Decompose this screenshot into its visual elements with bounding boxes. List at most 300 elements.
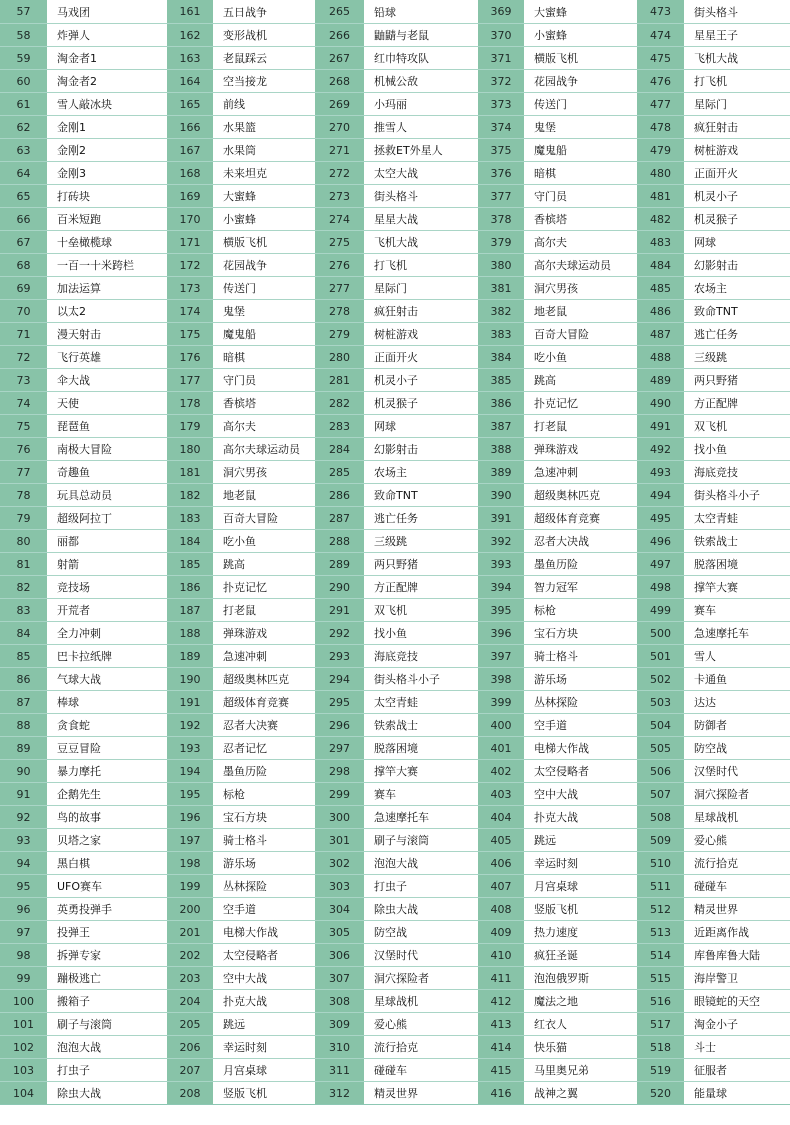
game-number: 402	[478, 760, 524, 782]
table-row	[315, 805, 478, 828]
table-row	[167, 575, 315, 598]
table-row	[315, 621, 478, 644]
table-row	[478, 943, 637, 966]
game-name: 弹珠游戏	[524, 438, 637, 460]
table-row	[637, 391, 790, 414]
table-row	[315, 483, 478, 506]
game-number: 486	[637, 300, 684, 322]
table-row	[0, 253, 167, 276]
game-number: 307	[315, 967, 364, 989]
game-number: 490	[637, 392, 684, 414]
game-name: 幸运时刻	[524, 852, 637, 874]
game-name: 一百一十米跨栏	[47, 254, 167, 276]
game-name: 红衣人	[524, 1013, 637, 1035]
table-row	[0, 851, 167, 874]
table-row	[167, 805, 315, 828]
game-name: 农场主	[364, 461, 478, 483]
game-number: 198	[167, 852, 213, 874]
game-name: 马戏团	[47, 0, 167, 23]
game-name: 找小鱼	[364, 622, 478, 644]
game-number: 274	[315, 208, 364, 230]
table-row	[315, 184, 478, 207]
game-number: 398	[478, 668, 524, 690]
game-name: 弹珠游戏	[213, 622, 315, 644]
table-row	[478, 322, 637, 345]
table-row	[637, 851, 790, 874]
game-name: 棒球	[47, 691, 167, 713]
game-name: 水果筒	[213, 139, 315, 161]
game-number: 60	[0, 70, 47, 92]
game-name: 碰碰车	[364, 1059, 478, 1081]
game-number: 371	[478, 47, 524, 69]
game-number: 279	[315, 323, 364, 345]
game-name: 横版飞机	[213, 231, 315, 253]
game-number: 394	[478, 576, 524, 598]
game-number: 516	[637, 990, 684, 1012]
table-row	[167, 460, 315, 483]
game-name: 铅球	[364, 0, 478, 23]
table-row	[478, 920, 637, 943]
game-number: 199	[167, 875, 213, 897]
game-number: 97	[0, 921, 47, 943]
game-name: 跳远	[213, 1013, 315, 1035]
game-number: 84	[0, 622, 47, 644]
table-row	[478, 690, 637, 713]
table-row	[167, 23, 315, 46]
game-name: 大蜜蜂	[524, 0, 637, 23]
table-row	[167, 736, 315, 759]
table-row	[637, 667, 790, 690]
game-name: 疯狂射击	[364, 300, 478, 322]
table-row	[478, 736, 637, 759]
game-number: 475	[637, 47, 684, 69]
table-row	[637, 644, 790, 667]
game-name: 丛林探险	[213, 875, 315, 897]
game-number: 175	[167, 323, 213, 345]
table-row	[0, 966, 167, 989]
table-row	[637, 0, 790, 23]
game-number: 484	[637, 254, 684, 276]
game-number: 386	[478, 392, 524, 414]
game-number: 477	[637, 93, 684, 115]
table-row	[315, 943, 478, 966]
game-number: 480	[637, 162, 684, 184]
table-row	[315, 230, 478, 253]
game-name: 卡通鱼	[684, 668, 790, 690]
game-name: 超级奥林匹克	[213, 668, 315, 690]
game-number: 481	[637, 185, 684, 207]
game-number: 479	[637, 139, 684, 161]
game-number: 308	[315, 990, 364, 1012]
table-row	[478, 92, 637, 115]
game-name: 泡泡大战	[364, 852, 478, 874]
game-name: 太空青蛙	[684, 507, 790, 529]
game-number: 72	[0, 346, 47, 368]
game-name: 网球	[684, 231, 790, 253]
game-number: 276	[315, 254, 364, 276]
table-row	[167, 621, 315, 644]
game-number: 293	[315, 645, 364, 667]
game-name: 网球	[364, 415, 478, 437]
table-column	[478, 0, 637, 1104]
table-row	[315, 667, 478, 690]
game-number: 489	[637, 369, 684, 391]
game-number: 193	[167, 737, 213, 759]
table-row	[478, 299, 637, 322]
table-row	[315, 391, 478, 414]
game-number: 161	[167, 0, 213, 23]
table-row	[0, 391, 167, 414]
table-row	[0, 1035, 167, 1058]
game-number: 512	[637, 898, 684, 920]
game-name: 达达	[684, 691, 790, 713]
table-row	[637, 713, 790, 736]
game-number: 177	[167, 369, 213, 391]
table-row	[167, 161, 315, 184]
game-name: 天使	[47, 392, 167, 414]
game-number: 272	[315, 162, 364, 184]
table-row	[0, 437, 167, 460]
game-number: 280	[315, 346, 364, 368]
game-number: 520	[637, 1082, 684, 1104]
table-row	[478, 391, 637, 414]
table-row	[637, 966, 790, 989]
table-row	[0, 299, 167, 322]
table-row	[478, 598, 637, 621]
game-number: 390	[478, 484, 524, 506]
game-name: 超级体育竞赛	[213, 691, 315, 713]
game-name: 海岸警卫	[684, 967, 790, 989]
game-number: 498	[637, 576, 684, 598]
game-number: 393	[478, 553, 524, 575]
game-number: 302	[315, 852, 364, 874]
game-number: 287	[315, 507, 364, 529]
game-number: 178	[167, 392, 213, 414]
game-number: 98	[0, 944, 47, 966]
game-number: 493	[637, 461, 684, 483]
table-row	[167, 644, 315, 667]
game-name: 精灵世界	[364, 1082, 478, 1104]
table-row	[637, 207, 790, 230]
table-row	[637, 989, 790, 1012]
game-name: 射箭	[47, 553, 167, 575]
game-number: 182	[167, 484, 213, 506]
game-number: 71	[0, 323, 47, 345]
game-name: 暗棋	[213, 346, 315, 368]
game-number: 373	[478, 93, 524, 115]
table-row	[637, 483, 790, 506]
table-row	[478, 483, 637, 506]
game-number: 184	[167, 530, 213, 552]
game-number: 502	[637, 668, 684, 690]
game-number: 183	[167, 507, 213, 529]
game-number: 202	[167, 944, 213, 966]
game-name: 企鹅先生	[47, 783, 167, 805]
table-row	[478, 414, 637, 437]
game-name: 拆弹专家	[47, 944, 167, 966]
game-name: 魔鬼船	[524, 139, 637, 161]
game-name: 传送门	[213, 277, 315, 299]
game-number: 403	[478, 783, 524, 805]
table-row	[167, 483, 315, 506]
table-row	[0, 69, 167, 92]
game-name: 战神之翼	[524, 1082, 637, 1104]
game-number: 476	[637, 70, 684, 92]
table-row	[167, 345, 315, 368]
table-row	[478, 460, 637, 483]
table-row	[315, 437, 478, 460]
game-name: 找小鱼	[684, 438, 790, 460]
game-number: 404	[478, 806, 524, 828]
game-name: 幻影射击	[364, 438, 478, 460]
game-name: 疯狂圣诞	[524, 944, 637, 966]
game-number: 89	[0, 737, 47, 759]
game-number: 58	[0, 24, 47, 46]
game-name: 开荒者	[47, 599, 167, 621]
table-row	[315, 138, 478, 161]
table-row	[637, 506, 790, 529]
table-row	[0, 897, 167, 920]
table-row	[637, 345, 790, 368]
table-row	[0, 644, 167, 667]
table-row	[637, 943, 790, 966]
table-row	[315, 644, 478, 667]
table-row	[315, 115, 478, 138]
game-number: 497	[637, 553, 684, 575]
game-number: 171	[167, 231, 213, 253]
game-number: 299	[315, 783, 364, 805]
table-row	[167, 299, 315, 322]
table-row	[0, 1058, 167, 1081]
table-row	[315, 414, 478, 437]
table-row	[315, 828, 478, 851]
game-name: 月宫桌球	[524, 875, 637, 897]
game-name: 丽都	[47, 530, 167, 552]
game-number: 414	[478, 1036, 524, 1058]
table-row	[167, 713, 315, 736]
table-row	[315, 598, 478, 621]
table-row	[167, 529, 315, 552]
table-row	[637, 276, 790, 299]
table-row	[167, 414, 315, 437]
game-name: 斗士	[684, 1036, 790, 1058]
game-number: 410	[478, 944, 524, 966]
table-row	[0, 115, 167, 138]
table-row	[167, 598, 315, 621]
table-row	[478, 23, 637, 46]
game-number: 511	[637, 875, 684, 897]
game-number: 77	[0, 461, 47, 483]
game-number: 311	[315, 1059, 364, 1081]
game-number: 93	[0, 829, 47, 851]
table-row	[0, 598, 167, 621]
game-number: 388	[478, 438, 524, 460]
game-number: 401	[478, 737, 524, 759]
game-number: 290	[315, 576, 364, 598]
game-name: 超级奥林匹克	[524, 484, 637, 506]
game-number: 197	[167, 829, 213, 851]
game-name: 星际门	[364, 277, 478, 299]
table-row	[637, 897, 790, 920]
game-name: 防空战	[364, 921, 478, 943]
table-row	[167, 437, 315, 460]
table-row	[478, 0, 637, 23]
game-number: 306	[315, 944, 364, 966]
table-row	[315, 759, 478, 782]
table-row	[637, 1035, 790, 1058]
game-name: 漫天射击	[47, 323, 167, 345]
game-number: 370	[478, 24, 524, 46]
table-row	[167, 0, 315, 23]
game-number: 378	[478, 208, 524, 230]
table-row	[0, 322, 167, 345]
table-row	[478, 437, 637, 460]
game-name: 正面开火	[364, 346, 478, 368]
game-name: 扑克记忆	[524, 392, 637, 414]
table-row	[315, 253, 478, 276]
game-name: 标枪	[213, 783, 315, 805]
game-name: 空中大战	[524, 783, 637, 805]
table-row	[315, 690, 478, 713]
table-row	[315, 69, 478, 92]
table-row	[167, 966, 315, 989]
game-name: 全力冲刺	[47, 622, 167, 644]
game-name: 暴力摩托	[47, 760, 167, 782]
game-number: 83	[0, 599, 47, 621]
game-name: 金刚2	[47, 139, 167, 161]
game-name: 洞穴探险者	[364, 967, 478, 989]
game-number: 292	[315, 622, 364, 644]
game-name: 百米短跑	[47, 208, 167, 230]
game-name: 星星王子	[684, 24, 790, 46]
table-row	[478, 69, 637, 92]
table-row	[637, 253, 790, 276]
game-number: 412	[478, 990, 524, 1012]
game-number: 76	[0, 438, 47, 460]
table-row	[167, 667, 315, 690]
game-name: 大蜜蜂	[213, 185, 315, 207]
game-name: 撑竿大赛	[364, 760, 478, 782]
game-number: 399	[478, 691, 524, 713]
table-column	[315, 0, 478, 1104]
table-row	[167, 1012, 315, 1035]
game-name: 幸运时刻	[213, 1036, 315, 1058]
table-row	[315, 460, 478, 483]
table-row	[637, 460, 790, 483]
game-name: 忍者大决赛	[213, 714, 315, 736]
game-number: 517	[637, 1013, 684, 1035]
game-number: 80	[0, 530, 47, 552]
game-name: 脱落困境	[364, 737, 478, 759]
game-name: UFO赛车	[47, 875, 167, 897]
game-name: 游乐场	[524, 668, 637, 690]
table-row	[315, 23, 478, 46]
table-row	[478, 161, 637, 184]
game-number: 81	[0, 553, 47, 575]
table-row	[315, 299, 478, 322]
game-name: 刷子与滚筒	[47, 1013, 167, 1035]
game-number: 99	[0, 967, 47, 989]
table-row	[637, 46, 790, 69]
table-row	[637, 115, 790, 138]
table-row	[0, 713, 167, 736]
game-number: 385	[478, 369, 524, 391]
table-row	[167, 874, 315, 897]
game-name: 鬼堡	[213, 300, 315, 322]
game-name: 双飞机	[364, 599, 478, 621]
game-name: 眼镜蛇的天空	[684, 990, 790, 1012]
game-name: 急速冲刺	[213, 645, 315, 667]
game-number: 407	[478, 875, 524, 897]
game-name: 防空战	[684, 737, 790, 759]
game-number: 488	[637, 346, 684, 368]
game-name: 脱落困境	[684, 553, 790, 575]
game-number: 170	[167, 208, 213, 230]
game-name: 淘金者1	[47, 47, 167, 69]
game-name: 泡泡俄罗斯	[524, 967, 637, 989]
game-number: 473	[637, 0, 684, 23]
game-number: 400	[478, 714, 524, 736]
game-name: 小蜜蜂	[524, 24, 637, 46]
game-name: 星际门	[684, 93, 790, 115]
game-name: 玩具总动员	[47, 484, 167, 506]
game-number: 409	[478, 921, 524, 943]
game-name: 铁索战士	[684, 530, 790, 552]
table-row	[478, 184, 637, 207]
table-row	[637, 598, 790, 621]
game-number: 188	[167, 622, 213, 644]
table-row	[315, 92, 478, 115]
game-number: 271	[315, 139, 364, 161]
game-name: 跳远	[524, 829, 637, 851]
table-row	[637, 414, 790, 437]
table-row	[637, 759, 790, 782]
table-row	[0, 184, 167, 207]
game-number: 275	[315, 231, 364, 253]
table-row	[478, 529, 637, 552]
game-name: 超级阿拉丁	[47, 507, 167, 529]
table-row	[478, 276, 637, 299]
table-row	[0, 92, 167, 115]
game-name: 逃亡任务	[684, 323, 790, 345]
table-row	[0, 0, 167, 23]
game-number: 63	[0, 139, 47, 161]
game-name: 除虫大战	[364, 898, 478, 920]
game-name: 打虫子	[47, 1059, 167, 1081]
table-row	[0, 506, 167, 529]
game-number: 203	[167, 967, 213, 989]
table-row	[167, 943, 315, 966]
table-row	[478, 207, 637, 230]
table-row	[167, 897, 315, 920]
game-name: 小蜜蜂	[213, 208, 315, 230]
game-name: 竞技场	[47, 576, 167, 598]
game-number: 169	[167, 185, 213, 207]
table-row	[0, 276, 167, 299]
game-name: 树桩游戏	[684, 139, 790, 161]
game-name: 空中大战	[213, 967, 315, 989]
game-name: 推雪人	[364, 116, 478, 138]
game-number: 397	[478, 645, 524, 667]
game-name: 百奇大冒险	[213, 507, 315, 529]
game-number: 57	[0, 0, 47, 23]
table-row	[478, 989, 637, 1012]
table-row	[167, 1081, 315, 1104]
table-row	[0, 943, 167, 966]
game-number: 79	[0, 507, 47, 529]
table-row	[478, 1012, 637, 1035]
table-row	[478, 805, 637, 828]
